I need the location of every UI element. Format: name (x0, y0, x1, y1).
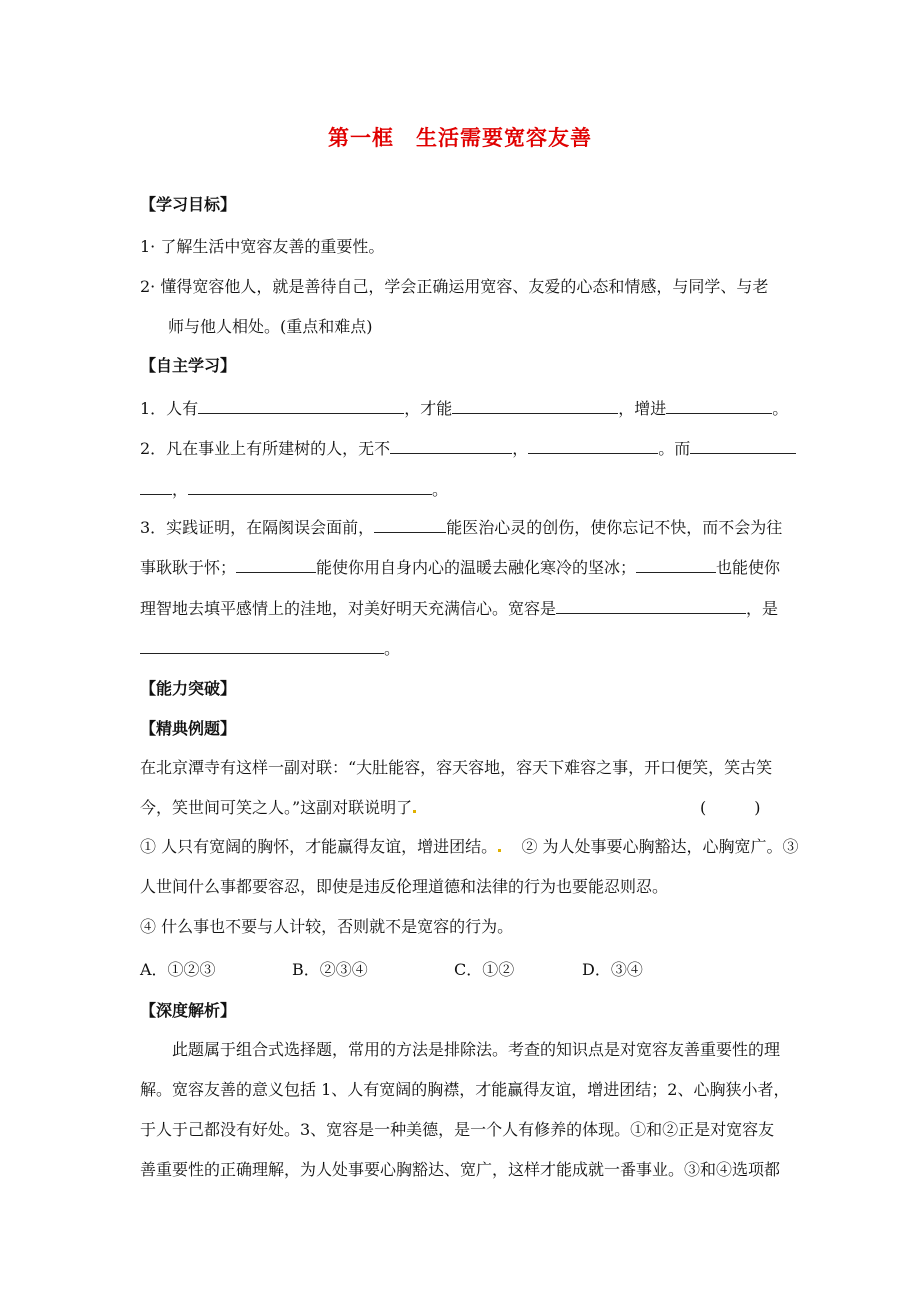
q1-text-a: 1．人有 (140, 399, 199, 418)
q2-text-b: ， (512, 439, 529, 458)
q3-blank-3[interactable] (636, 556, 716, 573)
q1-text-b: ，才能 (404, 399, 453, 418)
q3-blank-1[interactable] (374, 516, 446, 533)
statement-1-2 (140, 836, 799, 858)
goal-1-number: 1· (140, 237, 156, 256)
analysis-line-2: 解。宽容友善的意义包括 1、人有宽阔的胸襟，才能赢得友谊，增进团结；2、心胸狭小者， (140, 1080, 790, 1099)
q2-blank-1[interactable] (390, 437, 512, 454)
study-question-2 (140, 437, 796, 460)
q1-text-d: 。 (772, 399, 789, 418)
study-question-1 (140, 397, 788, 420)
answer-parentheses[interactable]: ( ) (700, 798, 761, 817)
q2-text-c: 。而 (658, 439, 691, 458)
analysis-line-4: 善重要性的正确理解，为人处事要心胸豁达、宽广，这样才能成就一番事业。③和④选项都 (140, 1160, 781, 1179)
q3-text-d: 能使你用自身内心的温暖去融化寒冷的坚冰； (316, 558, 637, 577)
goal-1 (140, 236, 384, 258)
study-question-3-line-3 (140, 597, 778, 620)
example-stem-line-2 (140, 797, 416, 819)
q1-blank-1[interactable] (198, 397, 404, 414)
page-title: 第一框 生活需要宽容友善 (328, 126, 592, 150)
q2-blank-4[interactable] (188, 478, 432, 495)
q3-text-g: ，是 (746, 599, 779, 618)
margin-mark (413, 810, 416, 813)
analysis-line-1: 此题属于组合式选择题，常用的方法是排除法。考查的知识点是对宽容友善重要性的理 (172, 1040, 781, 1059)
study-question-3 (140, 516, 782, 539)
q3-blank-4[interactable] (556, 597, 746, 614)
study-question-3-line-2 (140, 556, 780, 579)
section-heading-ability: 【能力突破】 (140, 679, 237, 698)
q2-text-d: ， (172, 480, 189, 499)
q3-text-c: 事耿耿于怀； (140, 558, 237, 577)
margin-mark-2 (498, 849, 501, 852)
q2-blank-2[interactable] (528, 437, 658, 454)
section-heading-goals: 【学习目标】 (140, 195, 237, 214)
option-c[interactable]: C．①② (454, 960, 515, 979)
q3-text-b: 能医治心灵的创伤，使你忘记不快，而不会为往 (446, 518, 783, 537)
statement-2: ② 为人处事要心胸豁达，心胸宽广。③ (521, 837, 799, 856)
q2-text-e: 。 (432, 480, 449, 499)
goal-2 (140, 276, 768, 298)
option-a[interactable]: A．①②③ (140, 960, 216, 979)
section-heading-self-study: 【自主学习】 (140, 356, 237, 375)
study-question-3-line-4 (140, 637, 400, 660)
q2-blank-3[interactable] (690, 437, 796, 454)
q3-blank-2[interactable] (236, 556, 316, 573)
goal-2-text: 懂得宽容他人，就是善待自己，学会正确运用宽容、友爱的心态和情感，与同学、与老 (160, 277, 769, 296)
q2-blank-3-cont[interactable] (140, 478, 172, 495)
statement-4: ④ 什么事也不要与人计较，否则就不是宽容的行为。 (140, 917, 514, 936)
study-question-2-continued (140, 478, 448, 501)
q1-text-c: ，增进 (618, 399, 667, 418)
section-heading-analysis: 【深度解析】 (140, 1001, 237, 1020)
option-d[interactable]: D．③④ (582, 960, 643, 979)
analysis-line-3: 于人于己都没有好处。3、宽容是一种美德，是一个人有修养的体现。①和②正是对宽容友 (140, 1120, 775, 1139)
q3-text-h: 。 (384, 639, 401, 658)
q3-text-f: 理智地去填平感情上的洼地，对美好明天充满信心。宽容是 (140, 599, 557, 618)
example-stem-text: 今，笑世间可笑之人。”这副对联说明了 (140, 798, 413, 817)
section-heading-example: 【精典例题】 (140, 719, 237, 738)
q3-text-a: 3．实践证明，在隔阂误会面前， (140, 518, 375, 537)
q3-text-e: 也能使你 (716, 558, 781, 577)
goal-2-number: 2· (140, 277, 156, 296)
q1-blank-2[interactable] (452, 397, 618, 414)
example-stem-line-1: 在北京潭寺有这样一副对联：“大肚能容，容天容地，容天下难容之事，开口便笑，笑古笑 (140, 758, 773, 777)
statement-1: ① 人只有宽阔的胸怀，才能赢得友谊，增进团结。 (140, 837, 498, 856)
q1-blank-3[interactable] (666, 397, 772, 414)
goal-2-continued: 师与他人相处。(重点和难点) (168, 317, 373, 336)
option-b[interactable]: B．②③④ (292, 960, 368, 979)
q3-blank-5[interactable] (140, 637, 384, 654)
goal-1-text: 了解生活中宽容友善的重要性。 (160, 237, 385, 256)
statement-3: 人世间什么事都要容忍，即使是违反伦理道德和法律的行为也要能忍则忍。 (140, 877, 669, 896)
q2-text-a: 2．凡在事业上有所建树的人，无不 (140, 439, 391, 458)
